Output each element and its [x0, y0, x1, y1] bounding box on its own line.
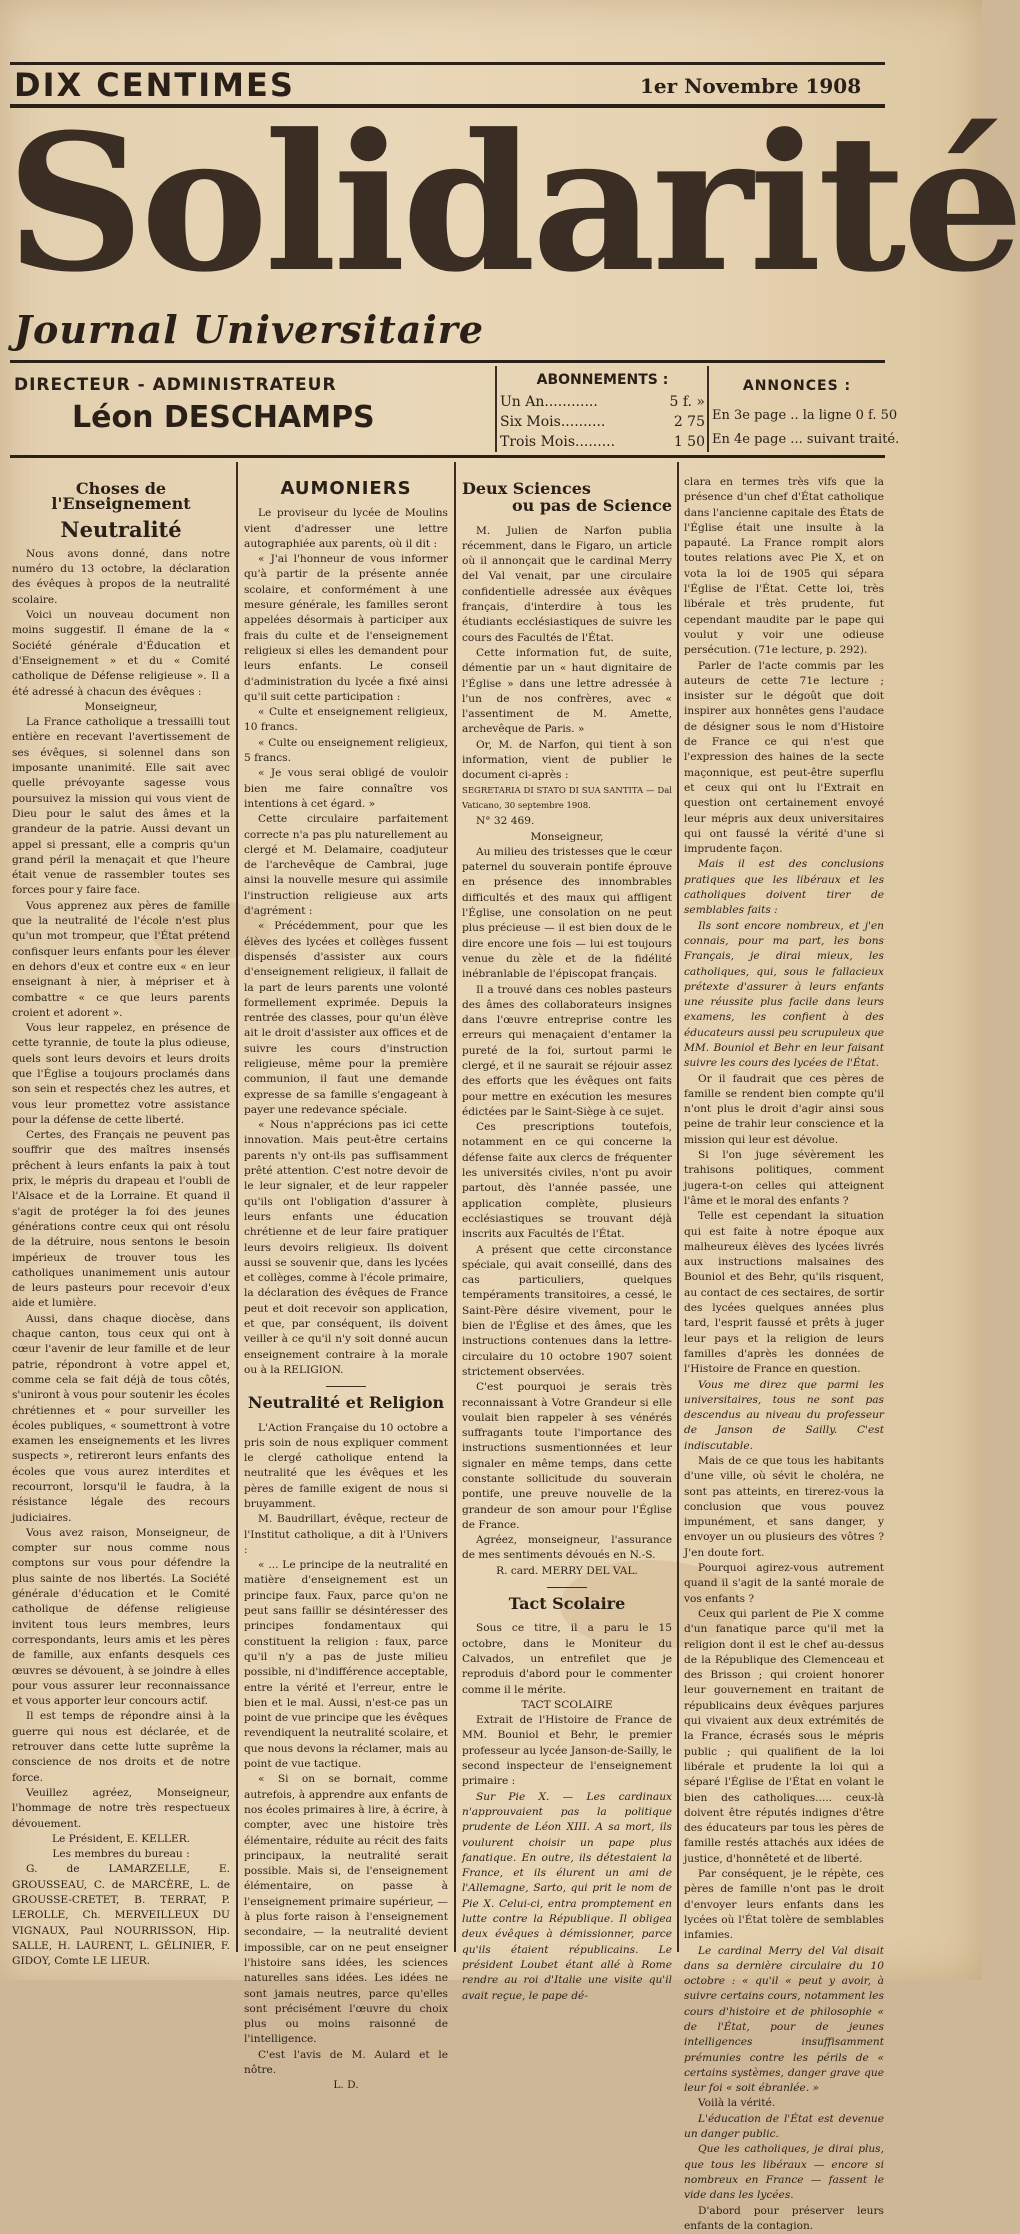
paragraph: Cette information fut, de suite, démentie par un « haut dignitaire de l'Église » dans une lettre adressée à l'un de nos confrères, avec « l'assentiment de M. Amette, archevêque de Paris. » — [462, 646, 672, 736]
paragraph: C'est l'avis de M. Aulard et le nôtre. — [244, 2048, 448, 2076]
ads-row: En 3e page .. la ligne 0 f. 50 — [712, 408, 898, 423]
paragraph: « Précédemment, pour que les élèves des lycées et collèges fussent dispensés d'assister aux cours d'enseignement religieux, il fallait de la part de leurs parents une volonté formellement exprimée. Depuis la rentrée des classes, pour qu'un élève ait le droit d'assister aux offices et de suivre les cours d'instruction religieuse, même pour la première communion, il faut une demande expresse de sa famille s'engageant à payer une redevance spéciale. — [244, 920, 448, 1116]
article-title: Neutralité — [60, 516, 182, 542]
paragraph: D'abord pour préserver leurs enfants de la contagion. — [684, 2204, 884, 2232]
price-label: DIX CENTIMES — [14, 66, 295, 104]
paragraph: Voilà la vérité. — [698, 2097, 776, 2110]
masthead-subtitle: Journal Universitaire — [14, 307, 485, 352]
column-divider — [677, 462, 679, 1952]
paragraph: La France catholique a tressailli tout entière en recevant l'avertissement de ses évêques, si solennel dans son imposante unanimité. Elle sait avec quelle prévoyante sagesse vous poursuivez la mission qui vous vient de Dieu pour le salut des âmes et la grandeur de la patrie. Aussi devant un appel si pressant, elle a compris qu'un grand péril la menaçait et que l'heure était venue de rassembler toutes ses forces pour y faire face. — [12, 716, 230, 897]
masthead-title: Solidarité — [6, 93, 1020, 314]
paragraph: Veuillez agréez, Monseigneur, l'hommage de notre très respectueux dévouement. — [12, 1786, 230, 1830]
paragraph: Aussi, dans chaque diocèse, dans chaque canton, tous ceux qui ont à cœur l'avenir de leur famille et de leur patrie, répondront à votre appel et, comme cela se fait déjà de tous côtés, s'uniront à vous pour soutenir les écoles chrétiennes et « pour surveiller les écoles publiques, « soumettront à votre examen les enseignements et les livres suspects », retireront leurs enfants des écoles que vous aurez interdites et recourront, lorsqu'il le faudra, à la résistance légale des recours judiciaires. — [12, 1312, 230, 1524]
paragraph: C'est pourquoi je serais très reconnaissant à Votre Grandeur si elle voulait bien rappeler à ses vénérés suffragants toute l'importance des instructions susmentionnées et leur signaler en même temps, dans cette constante sollicitude du souverain pontife, une preuve nouvelle de la grandeur de son amour pour l'Église de France. — [462, 1381, 672, 1531]
header-bottom-rule — [10, 455, 885, 458]
subscription-row: Un An............ 5 f. » — [500, 394, 705, 410]
paragraph: A présent que cette circonstance spéciale, qui avait conseillé, dans des cas particuliers, quelques tempéraments transitoires, a cessé, le Saint-Père désire vivement, pour le bien de l'Église et des âmes, que les instructions contenues dans la lettre-circulaire du 10 octobre 1907 soient strictement observées. — [462, 1243, 672, 1378]
paragraph: Sous ce titre, il a paru le 15 octobre, dans le Moniteur du Calvados, un entrefilet que je reproduis d'abord pour le commenter comme il le mérite. — [462, 1622, 672, 1696]
column-divider — [236, 462, 238, 1952]
paragraph: L'Action Française du 10 octobre a pris soin de nous expliquer comment le clergé catholique entend la neutralité que les évêques et les pères de famille exigent de nous si bruyamment. — [244, 1421, 448, 1510]
paragraph: Il est temps de répondre ainsi à la guerre qui nous est déclarée, et de retrouver dans cette lutte suprême la conscience de nos droits et de notre force. — [12, 1710, 230, 1784]
paragraph: Or, M. de Narfon, qui tient à son information, vient de publier le document ci-après : — [462, 738, 672, 782]
paragraph: clara en termes très vifs que la présence d'un chef d'État catholique dans l'ancienne capitale des États de l'Église était une insulte à la papauté. La France rompit alors toutes relations avec Pie X, et on vota la loi de 1905 qui sépara l'Église de l'État. Cette loi, très libérale et très prudente, fut cependant maudite par le pape qui voulut y voir une odieuse persécution. (71e lecture, p. 292). — [684, 476, 884, 657]
paragraph: Telle est cependant la situation qui est faite à notre époque aux malheureux élèves des lycées livrés aux instructions malsaines des Bouniol et des Behr, qu'ils risquent, au contact de ces sectaires, de sortir des lycées quelques années plus tard, l'esprit faussé et prêts à juger leur pays et la religion de leurs familles d'après les données de l'Histoire de France en question. — [684, 1210, 884, 1376]
ads-row: En 4e page ... suivant traité. — [712, 432, 900, 447]
issue-date: 1er Novembre 1908 — [640, 74, 862, 98]
paragraph: Le cardinal Merry del Val disait dans sa dernière circulaire du 10 octobre : « qu'il « peut y avoir, à suivre certains cours, notamment les cours d'histoire et de philosophie « de l'État, pour de jeunes intelligences insuffisamment prémunies contre les périls de « certains systèmes, danger grave que leur foi « soit ébranlée. » — [684, 1944, 884, 2095]
paragraph: « Je vous serai obligé de vouloir bien me faire connaître vos intentions à cet égard. » — [244, 767, 448, 810]
paragraph: « Nous n'apprécions pas ici cette innovation. Mais peut-être certains parents n'y ont-ils pas suffisamment prêté attention. C'est notre devoir de le leur signaler, et de leur rappeler qu'ils ont l'obligation d'assurer à leurs enfants une éducation chrétienne et de leur faire pratiquer leurs devoirs religieux. Ils doivent aussi se souvenir que, dans les lycées et collèges, comme à l'école primaire, la déclaration des évêques de France peut et doit recevoir son application, et que, par conséquent, ils doivent veiller à ce qu'il n'y soit donné aucun enseignement contraire à la morale ou à la RELIGION. — [244, 1119, 448, 1376]
separator — [547, 1587, 587, 1588]
article-title: Tact Scolaire — [508, 1594, 626, 1614]
paragraph: Agréez, monseigneur, l'assurance de mes sentiments dévoués en N.-S. — [462, 1534, 672, 1562]
paragraph: Cette circulaire parfaitement correcte n'a pas plu naturellement au clergé et M. Delamaire, coadjuteur de l'archevêque de Cambrai, juge ainsi la nouvelle mesure qui assimile l'instruction religieuse aux arts d'agrément : — [244, 813, 448, 918]
ads-heading: ANNONCES : — [742, 378, 852, 394]
subscription-row: Trois Mois......... 1 50 — [500, 434, 705, 450]
paragraph: Que les catholiques, je dirai plus, que tous les libéraux — encore si nombreux en France — fassent le vide dans les lycées. — [684, 2143, 884, 2202]
paragraph: Vous apprenez aux pères de famille que la neutralité de l'école n'est plus qu'un mot trompeur, que l'État prétend confisquer leurs enfants pour les élever en dehors d'eux et contre eux « en leur enseignant à nier, à mépriser et à combattre « ce que leurs parents croient et adorent ». — [12, 899, 230, 1019]
paragraph: Nous avons donné, dans notre numéro du 13 octobre, la déclaration des évêques à propos de la neutralité scolaire. — [12, 547, 230, 606]
paragraph: Certes, des Français ne peuvent pas souffrir que des maîtres insensés prêchent à leurs enfants la paix à tout prix, le mépris du drapeau et l'oubli de l'Alsace et de la Lorraine. Et quand il s'agit de protéger la foi des jeunes générations contre ceux qui ont résolu de la détruire, nous sentons le besoin impérieux de trouver tous les catholiques unanimement unis autour de leurs pasteurs pour recevoir d'eux aide et lumière. — [12, 1129, 230, 1310]
paragraph: Au milieu des tristesses que le cœur paternel du souverain pontife éprouve en présence des innombrables difficultés et des maux qui affligent l'Église, une consolation on ne peut plus précieuse — il est bien doux de le dire encore une fois — lui est toujours venue du zèle et de la fidélité inébranlable de l'épiscopat français. — [462, 845, 672, 981]
paragraph: « ... Le principe de la neutralité en matière d'enseignement est un principe faux. Faux, parce qu'on ne peut sans faillir se désintéresser des principes fondamentaux qui constituent la religion : faux, parce qu'il n'y a pas de juste milieu possible, ni d'indifférence acceptable, entre la vérité et l'erreur, entre le bien et le mal. Aussi, n'est-ce pas un point de vue principe que les évêques revendiquent la neutralité scolaire, et que nous devons la réclamer, mais au point de vue tactique. — [244, 1559, 448, 1771]
column-4 — [684, 475, 884, 2232]
subscriptions-heading: ABONNEMENTS : — [536, 372, 669, 388]
paragraph: Mais il est des conclusions pratiques que les libéraux et les catholiques doivent tirer de semblables faits : — [684, 858, 884, 917]
signature: L. D. — [333, 2079, 359, 2092]
paragraph: Par conséquent, je le répète, ces pères de famille n'ont pas le droit d'envoyer leurs enfants dans les lycées où l'État tolère de semblables infamies. — [684, 1868, 884, 1942]
paragraph: Sur Pie X. — Les cardinaux n'approuvaient pas la politique prudente de Léon XIII. A sa mort, ils voulurent choisir un pape plus fanatique. En outre, ils détestaient la France, et ils élurent un ami de l'Allemagne, Sarto, qui prit le nom de Pie X. Celui-ci, entra promptement en lutte contre la République. Il obligea deux évêques à démissionner, parce qu'ils étaient républicains. Le président Loubet étant allé à Rome rendre au roi d'Italie une visite qu'il avait reçue, le pape dé- — [462, 1790, 672, 2002]
kicker: Choses de l'Enseignement — [51, 479, 191, 514]
article-title-line2: ou pas de Science — [511, 496, 672, 516]
paragraph: Mais de ce que tous les habitants d'une ville, où sévit le choléra, ne sont pas atteints, en tirerez-vous la conclusion que vous pouvez impunément, et sans danger, y envoyer un ou plusieurs des vôtres ? J'en doute fort. — [684, 1455, 884, 1559]
salutation: Monseigneur, — [530, 830, 604, 843]
bureau-members: G. de LAMARZELLE, E. GROUSSEAU, C. de MARCÈRE, L. de GROUSSE-CRETET, B. TERRAT, P. LEROLLE, Ch. MERVEILLEUX DU VIGNAUX, Paul NOURRISSON, Hip. SALLE, H. LAURENT, L. GÉLINIER, F. GIDOY, Comte LE LIEUR. — [12, 1863, 230, 1968]
paragraph: Extrait de l'Histoire de France de MM. Bouniol et Behr, le premier professeur au lycée Janson-de-Sailly, le second inspecteur de l'enseignement primaire : — [462, 1714, 672, 1788]
director-label: DIRECTEUR - ADMINISTRATEUR — [14, 375, 337, 395]
column-3 — [462, 475, 672, 2002]
signature: R. card. MERRY DEL VAL. — [496, 1564, 638, 1577]
paragraph: Ces prescriptions toutefois, notamment en ce qui concerne la défense faite aux clercs de fréquenter les universités civiles, n'ont pu avoir partout, dès l'année passée, une application complète, plusieurs ecclésiastiques se trouvant déjà inscrits aux Facultés de l'État. — [462, 1121, 672, 1241]
signature: Le Président, E. KELLER. — [51, 1832, 191, 1845]
paragraph: Voici un nouveau document non moins suggestif. Il émane de la « Société générale d'Éducation et d'Enseignement » et du « Comité catholique de Défense religieuse ». Il a été adressé à chacun des évêques : — [12, 609, 230, 698]
paragraph: Ceux qui parlent de Pie X comme d'un fanatique parce qu'il met la religion dont il est le chef au-dessus de la République des Clemenceau et des Brisson ; qui croient honorer leur gouvernement en traitant de républicains deux évêques parjures qui vivaient aux deux extrémités de la France, écrasés sous le mépris public ; qui qualifient de la loi libérale et prudente la loi qui a séparé l'Église de l'État en volant le bien des catholiques..... ceux-là doivent être réputés indignes d'être des éducateurs par tous les pères de famille restés attachés aux idées de justice, d'honnêteté et de liberté. — [684, 1607, 884, 1865]
subscriptions-box — [500, 372, 705, 452]
column-1 — [12, 475, 230, 1968]
subscription-row: Six Mois.......... 2 75 — [500, 414, 705, 430]
salutation: Monseigneur, — [84, 700, 158, 713]
paragraph: Il a trouvé dans ces nobles pasteurs des âmes des collaborateurs insignes dans l'œuvre entreprise contre les erreurs qui menaçaient d'entamer la pureté de la foi, surtout parmi le clergé, et il ne saurait se réjouir assez des efforts que les évêques ont faits pour mettre en exécution les mesures édictées par le Saint-Siège à ce sujet. — [462, 983, 672, 1118]
document-number: N° 32 469. — [476, 815, 535, 828]
article-title: Deux Sciences — [462, 479, 591, 498]
article-title: Neutralité et Religion — [247, 1393, 445, 1413]
paragraph: Parler de l'acte commis par les auteurs de cette 71e lecture ; insister sur le dégoût que doit inspirer aux honnêtes gens l'audace de désigner sous le nom d'Histoire de France ce qui n'est que l'expression des haines de la secte maçonnique, est peut-être superflu et ceux qui ont lu l'Extrait en question ont certainement envoyé leur mépris aux deux universitaires qui ont faussé la vérité d'une si imprudente façon. — [684, 659, 884, 856]
paragraph: Vous leur rappelez, en présence de cette tyrannie, de toute la plus odieuse, quels sont leurs devoirs et leurs droits que l'Église a toujours proclamés dans son sein et respectés chez les autres, et vous leur promettez votre assistance pour la défense de cette liberté. — [12, 1022, 230, 1126]
paragraph: Pourquoi agirez-vous autrement quand il s'agit de la santé morale de vos enfants ? — [684, 1562, 884, 1605]
bureau-label: Les membres du bureau : — [52, 1848, 190, 1861]
paragraph: Le proviseur du lycée de Moulins vient d'adresser une lettre autographiée aux parents, où il dit : — [244, 507, 448, 550]
paragraph: M. Baudrillart, évêque, recteur de l'Institut catholique, a dit à l'Univers : — [244, 1513, 448, 1556]
paragraph: Si l'on juge sévèrement les trahisons politiques, comment jugera-t-on celles qui atteignent l'âme et le moral des enfants ? — [684, 1149, 884, 1207]
paragraph: M. Julien de Narfon publia récemment, dans le Figaro, un article où il annonçait que le cardinal Merry del Val venait, par une circulaire confidentielle adressée aux évêques français, d'interdire à tous les étudiants ecclésiastiques de suivre les cours des Facultés de l'État. — [462, 524, 672, 644]
masthead-rule — [10, 360, 885, 363]
paragraph: « Culte ou enseignement religieux, 5 francs. — [244, 736, 448, 765]
article-title: AUMONIERS — [280, 478, 412, 499]
paragraph: Vous me direz que parmi les universitaires, tous ne sont pas descendus au niveau du professeur de Janson de Sailly. C'est indiscutable. — [684, 1378, 884, 1452]
column-divider — [454, 462, 456, 1952]
separator — [326, 1386, 366, 1387]
paragraph: Or il faudrait que ces pères de famille se rendent bien compte qu'il n'ont plus le droit d'agir ainsi sous peine de trahir leur conscience et la mission qui leur est dévolue. — [684, 1072, 884, 1146]
document-ref: SEGRETARIA DI STATO DI SUA SANTITA — Dal Vaticano, 30 septembre 1908. — [462, 785, 672, 811]
paragraph: « J'ai l'honneur de vous informer qu'à partir de la présente année scolaire, et conformément à une mesure générale, les familles seront appelées désormais à participer aux frais du culte et de l'enseignement religieux si elles les demandent pour leurs enfants. Le conseil d'administration du lycée a fixé ainsi qu'il suit cette participation : — [244, 553, 448, 703]
paragraph: « Si on se bornait, comme autrefois, à apprendre aux enfants de nos écoles primaires à lire, à écrire, à compter, avec une histoire très élémentaire, réduite au récit des faits principaux, la neutralité serait possible. Mais si, de l'enseignement élémentaire, on passe à l'enseignement primaire supérieur, — à plus forte raison à l'enseignement secondaire, — la neutralité devient impossible, car on ne peut enseigner l'histoire sans idées, les sciences naturelles sans idées. Les idées ne sont jamais neutres, parce qu'elles sont précisément l'œuvre du choix plus ou moins raisonné de l'intelligence. — [244, 1773, 448, 2046]
header-divider — [495, 366, 497, 452]
paragraph: Ils sont encore nombreux, et j'en connais, pour ma part, les bons Français, je dirai mieux, les catholiques, qui, sous le fallacieux prétexte d'assurer à leurs enfants une réussite plus facile dans leurs examens, les confient à des éducateurs aussi peu scrupuleux que MM. Bouniol et Behr en leur faisant suivre les cours des lycées de l'État. — [684, 919, 884, 1070]
subheading: TACT SCOLAIRE — [521, 1698, 613, 1711]
top-rule — [10, 62, 885, 65]
ads-box — [712, 378, 900, 452]
column-2 — [244, 475, 448, 2092]
paragraph: Vous avez raison, Monseigneur, de compter sur nous comme nous comptons sur vous pour défendre la plus sainte de nos libertés. La Société générale d'éducation et le Comité catholique de défense religieuse invitent tous leurs membres, leurs correspondants, leurs amis et les pères de famille, aux enfants desquels ces œuvres se dévouent, à se joindre à elles pour vous assurer leur reconnaissance et vous apporter leur concours actif. — [12, 1526, 230, 1708]
paragraph: L'éducation de l'État est devenue un danger public. — [684, 2112, 884, 2141]
director-name: Léon DESCHAMPS — [72, 400, 375, 435]
paragraph: « Culte et enseignement religieux, 10 francs. — [244, 706, 448, 734]
header-divider — [707, 366, 709, 452]
